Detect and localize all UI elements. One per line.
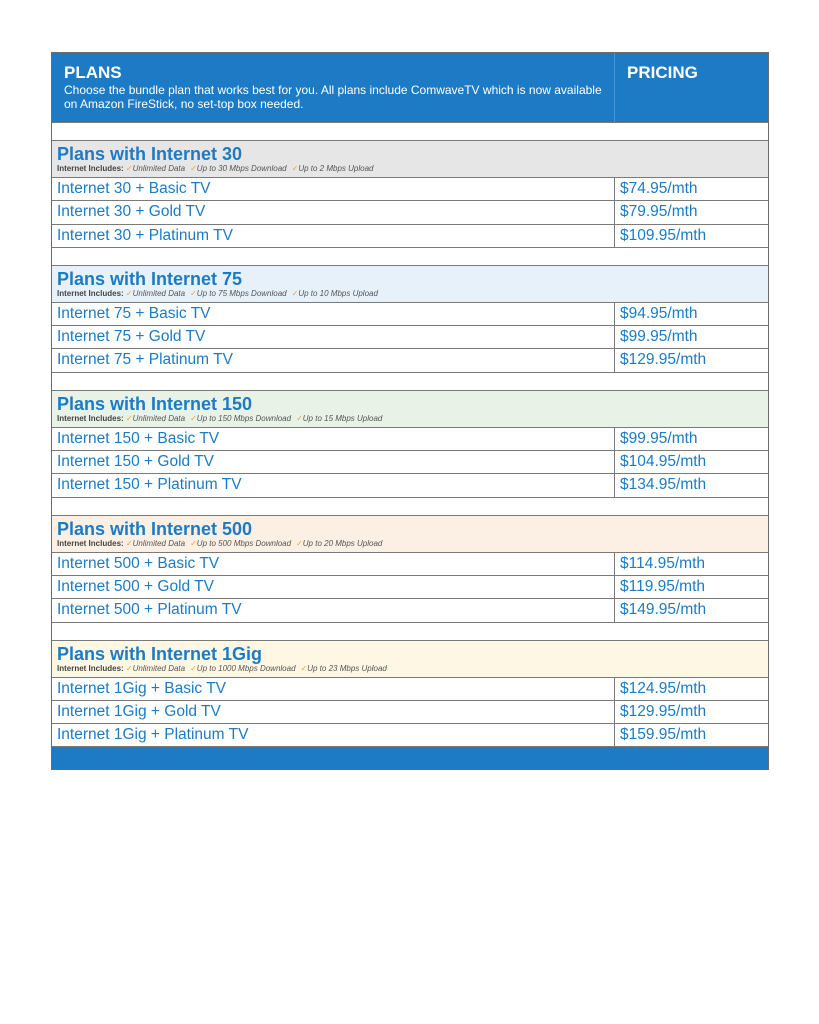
plan-price: $94.95/mth [620,304,698,322]
includes-label: Internet Includes: [57,413,124,423]
feature-item: Unlimited Data [132,538,186,548]
plan-price: $99.95/mth [620,328,698,346]
plan-name: Internet 150 + Basic TV [52,428,615,450]
group-spacer [52,123,768,141]
group-spacer [52,373,768,391]
feature-item: Up to 1000 Mbps Download [196,663,296,673]
plan-price: $124.95/mth [620,679,707,697]
feature-item: Up to 15 Mbps Upload [302,413,383,423]
plan-row [52,599,768,622]
feature-item: Unlimited Data [132,164,186,173]
checkmark-icon: ✓ [296,413,303,423]
feature-item: Up to 75 Mbps Download [196,288,287,298]
feature-item: Up to 2 Mbps Upload [298,164,374,173]
checkmark-icon: ✓ [190,538,197,548]
plan-row [52,474,768,497]
plan-row [52,349,768,372]
checkmark-icon: ✓ [291,164,299,173]
plan-price: $114.95/mth [620,554,706,572]
feature-item: Unlimited Data [132,288,186,298]
plan-group-title: Plans with Internet 75 [57,268,243,289]
plan-name: Internet 500 + Gold TV [52,576,615,598]
plan-group-header [52,516,768,553]
plan-row [52,326,768,349]
plan-price: $119.95/mth [620,577,706,595]
includes-label: Internet Includes: [57,663,124,673]
plan-name: Internet 30 + Gold TV [52,201,615,223]
plan-row [52,678,768,701]
plan-name: Internet 150 + Platinum TV [52,474,615,496]
plan-groups [52,123,768,747]
plan-group-title: Plans with Internet 150 [57,393,253,414]
plan-price: $129.95/mth [620,702,707,720]
plan-price: $129.95/mth [620,351,707,369]
plan-group-header [52,391,768,428]
plan-row [52,724,768,747]
plans-pricing-table [51,52,769,770]
plan-row [52,553,768,576]
plan-price: $74.95/mth [620,180,698,197]
plan-name: Internet 75 + Gold TV [52,326,615,348]
feature-item: Up to 150 Mbps Download [196,413,292,423]
checkmark-icon: ✓ [125,413,133,423]
includes-label: Internet Includes: [57,288,124,298]
plan-group-title: Plans with Internet 500 [57,518,253,539]
internet-includes-line [57,289,768,299]
plan-name: Internet 500 + Basic TV [52,553,615,575]
checkmark-icon: ✓ [125,538,133,548]
pricing-header-cell [615,53,768,122]
group-spacer [52,498,768,516]
feature-item: Up to 500 Mbps Download [196,538,292,548]
table-footer-bar [52,747,768,769]
pricing-title: PRICING [627,63,698,82]
group-spacer [52,248,768,266]
plan-group-header [52,141,768,178]
checkmark-icon: ✓ [300,663,308,673]
plan-name: Internet 1Gig + Basic TV [52,678,615,700]
plans-title: PLANS [64,63,122,82]
plan-group-title: Plans with Internet 1Gig [57,643,263,664]
feature-item: Up to 23 Mbps Upload [307,663,387,673]
plan-price: $79.95/mth [620,203,698,221]
plan-price: $134.95/mth [620,476,707,494]
plan-row [52,201,768,224]
includes-label: Internet Includes: [57,164,124,173]
feature-item: Unlimited Data [132,413,186,423]
feature-item: Up to 30 Mbps Download [196,164,287,173]
checkmark-icon: ✓ [125,663,133,673]
checkmark-icon: ✓ [125,288,133,298]
plan-row [52,428,768,451]
plan-group-header [52,641,768,678]
plan-price: $104.95/mth [620,453,707,471]
plans-description: Choose the bundle plan that works best for you. All plans include ComwaveTV which is now available on Amazon FireStick, no set-top box needed. [64,83,602,111]
feature-item: Up to 10 Mbps Upload [298,288,378,298]
plan-row [52,178,768,201]
plan-name: Internet 75 + Basic TV [52,303,615,325]
plan-row [52,303,768,326]
group-spacer [52,623,768,641]
internet-includes-line [57,539,768,549]
internet-includes-line [57,414,768,424]
plan-name: Internet 1Gig + Platinum TV [52,724,615,746]
plan-name: Internet 30 + Basic TV [52,178,615,200]
plan-row [52,576,768,599]
plan-name: Internet 1Gig + Gold TV [52,701,615,723]
includes-label: Internet Includes: [57,538,124,548]
plan-name: Internet 75 + Platinum TV [52,349,615,371]
checkmark-icon: ✓ [190,663,197,673]
checkmark-icon: ✓ [296,538,303,548]
feature-item: Up to 20 Mbps Upload [302,538,383,548]
checkmark-icon: ✓ [291,288,299,298]
plans-header-cell [52,53,615,122]
plan-row [52,451,768,474]
checkmark-icon: ✓ [125,164,133,173]
plan-name: Internet 150 + Gold TV [52,451,615,473]
checkmark-icon: ✓ [190,164,197,173]
checkmark-icon: ✓ [190,413,197,423]
checkmark-icon: ✓ [190,288,197,298]
plan-price: $149.95/mth [620,601,707,619]
plan-group-header [52,266,768,303]
plan-row [52,701,768,724]
internet-includes-line [57,164,768,174]
plan-price: $159.95/mth [620,726,707,744]
plan-name: Internet 30 + Platinum TV [52,225,615,247]
table-header [52,53,768,123]
plan-price: $99.95/mth [620,429,698,447]
plan-name: Internet 500 + Platinum TV [52,599,615,621]
plan-group-title: Plans with Internet 30 [57,144,243,164]
internet-includes-line [57,664,768,674]
plan-row [52,225,768,248]
plan-price: $109.95/mth [620,226,707,244]
feature-item: Unlimited Data [132,663,186,673]
